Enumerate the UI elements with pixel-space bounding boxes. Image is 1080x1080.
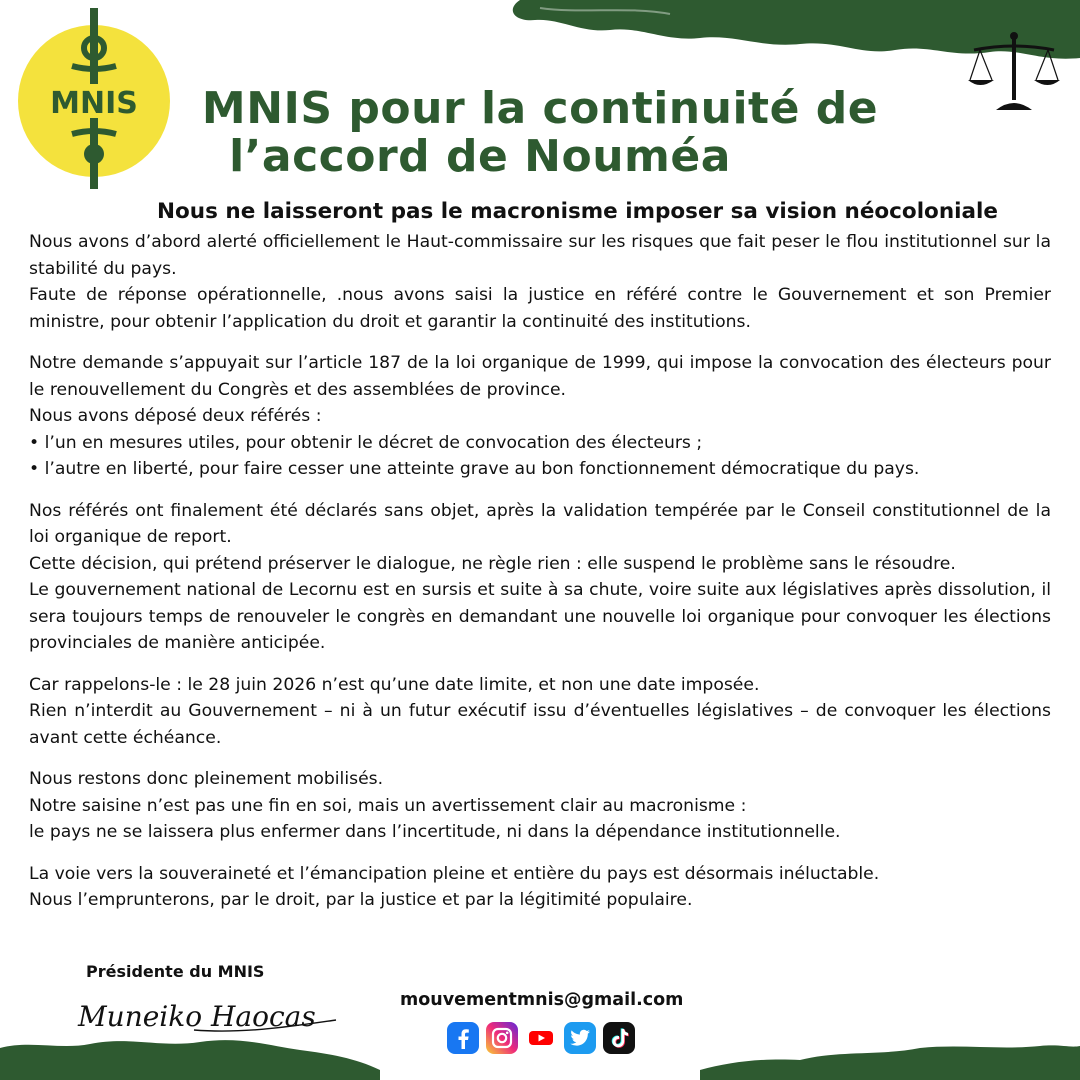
paragraph-13: Notre saisine n’est pas une fin en soi, mais un avertissement clair au macronisme :: [29, 795, 747, 816]
signature-name: Muneiko Haocas: [78, 1000, 316, 1033]
paragraph-3: Notre demande s’appuyait sur l’article 187 de la loi organique de 1999, qui impose la convocation des électeurs pour le renouvellement du Congrès et des assemblées de province.: [29, 353, 1051, 400]
page-title-line-2: l’accord de Nouméa: [229, 131, 731, 182]
paragraph-8: Cette décision, qui prétend préserver le dialogue, ne règle rien : elle suspend le problème sans le résoudre.: [29, 553, 956, 574]
logo-text: MNIS: [50, 86, 138, 121]
paragraph-16: Nous l’emprunterons, par le droit, par la justice et par la légitimité populaire.: [29, 890, 693, 910]
handwritten-signature: [74, 990, 344, 1040]
facebook-icon[interactable]: [447, 1022, 479, 1054]
paragraph-15: La voie vers la souveraineté et l’émancipation pleine et entière du pays est désormais inéluctable.: [29, 863, 880, 884]
signature-role: Présidente du MNIS: [86, 962, 265, 981]
social-icons: [447, 1022, 635, 1054]
statement-body: [29, 229, 1051, 914]
scales-of-justice-icon: [968, 30, 1060, 112]
subtitle: Nous ne laisseront pas le macronisme imposer sa vision néocoloniale: [157, 199, 998, 224]
tiktok-icon[interactable]: [603, 1022, 635, 1054]
paragraph-2: Faute de réponse opérationnelle, .nous avons saisi la justice en référé contre le Gouvernement et son Premier ministre, pour obtenir l’application du droit et garantir la continuité des institutions.: [29, 285, 1051, 332]
twitter-icon[interactable]: [564, 1022, 596, 1054]
paragraph-7: Nos référés ont finalement été déclarés sans objet, après la validation tempérée par le Conseil constitutionnel de la loi organique de report.: [29, 500, 1051, 547]
paragraph-10: Car rappelons-le : le 28 juin 2026 n’est qu’une date limite, et non une date imposée.: [29, 674, 760, 695]
youtube-icon[interactable]: [525, 1022, 557, 1054]
page-title-line-1: MNIS pour la continuité de: [201, 83, 879, 134]
paragraph-11: Rien n’interdit au Gouvernement – ni à un futur exécutif issu d’éventuelles législatives – de convoquer les élections avant cette échéance.: [29, 701, 1051, 748]
contact-email[interactable]: mouvementmnis@gmail.com: [400, 990, 684, 1010]
paragraph-1: Nous avons d’abord alerté officiellement le Haut-commissaire sur les risques que fait peser le flou institutionnel sur la stabilité du pays.: [29, 232, 1051, 279]
instagram-icon[interactable]: [486, 1022, 518, 1054]
paragraph-9: Le gouvernement national de Lecornu est en sursis et suite à sa chute, voire suite aux législatives après dissolution, il sera toujours temps de renouveler le congrès en demandant une nouvelle loi organique pour convoquer les élections provinciales de manière anticipée.: [29, 580, 1051, 653]
bullet-2: • l’autre en liberté, pour faire cesser une atteinte grave au bon fonctionnement démocratique du pays.: [29, 459, 920, 479]
bullet-1: • l’un en mesures utiles, pour obtenir le décret de convocation des électeurs ;: [29, 432, 703, 453]
paragraph-12: Nous restons donc pleinement mobilisés.: [29, 769, 384, 789]
green-brush-stroke-bottom-right: [700, 1040, 1080, 1080]
paragraph-4: Nous avons déposé deux référés :: [29, 406, 322, 426]
paragraph-14: le pays ne se laissera plus enfermer dans l’incertitude, ni dans la dépendance institutionnelle.: [29, 822, 841, 842]
